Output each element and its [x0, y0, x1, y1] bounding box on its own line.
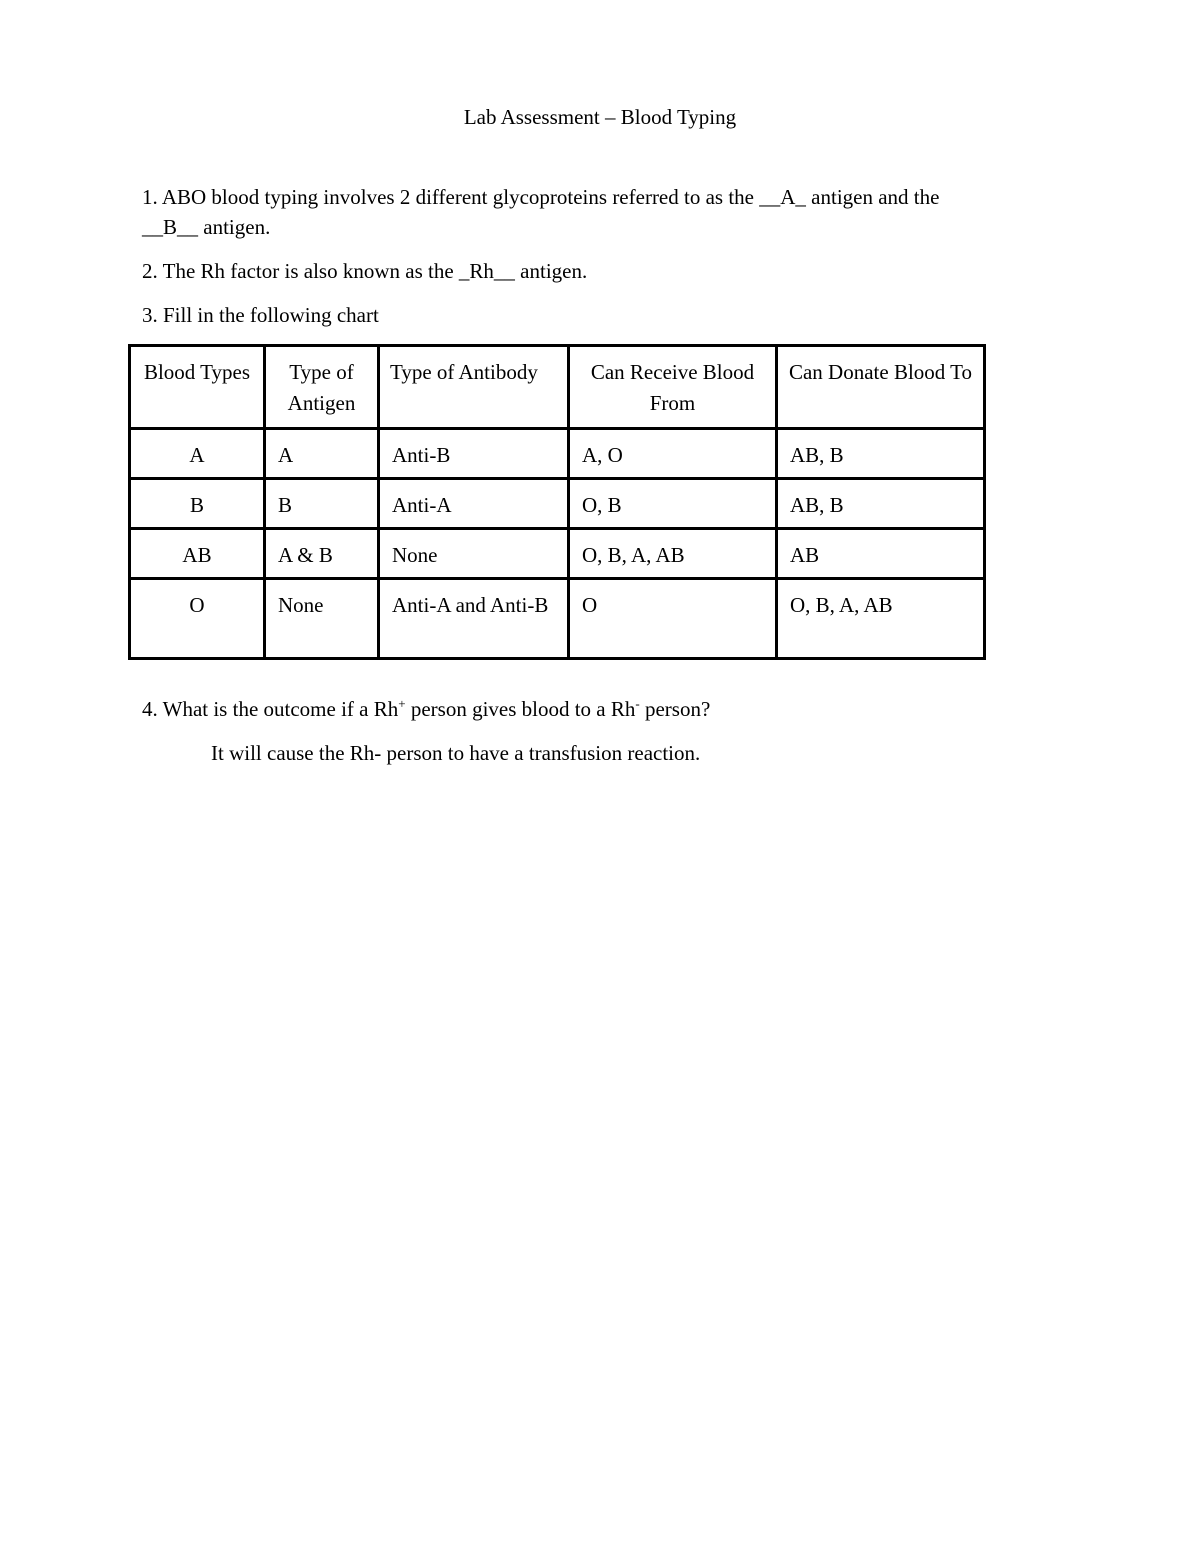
cell-donate-to: AB, B: [777, 479, 985, 529]
cell-donate-to: O, B, A, AB: [777, 579, 985, 659]
question-4-text-b: person gives blood to a Rh: [405, 697, 636, 721]
question-1-text-a: ABO blood typing involves 2 different glycoproteins referred to as the: [161, 185, 760, 209]
header-type-of-antibody: Type of Antibody: [379, 346, 569, 429]
table-header-row: [130, 346, 985, 429]
cell-antibody: None: [379, 529, 569, 579]
cell-donate-to: AB: [777, 529, 985, 579]
cell-antibody: Anti-A: [379, 479, 569, 529]
cell-receive-from: O: [569, 579, 777, 659]
question-3-number: 3.: [142, 303, 158, 327]
header-type-of-antigen: Type of Antigen: [265, 346, 379, 429]
rh-positive-superscript: +: [398, 696, 406, 711]
cell-donate-to: AB, B: [777, 429, 985, 479]
cell-antibody: Anti-B: [379, 429, 569, 479]
table-row: [130, 529, 985, 579]
rh-negative-superscript: -: [635, 696, 640, 711]
cell-receive-from: O, B: [569, 479, 777, 529]
header-blood-types: Blood Types: [130, 346, 265, 429]
question-4-text-a: What is the outcome if a Rh: [162, 697, 399, 721]
cell-blood-type: AB: [130, 529, 265, 579]
question-1-answer-a: __A_: [759, 185, 806, 209]
question-3: [142, 300, 379, 330]
cell-blood-type: A: [130, 429, 265, 479]
question-2-text-b: antigen.: [514, 259, 588, 283]
cell-receive-from: O, B, A, AB: [569, 529, 777, 579]
cell-antigen: None: [265, 579, 379, 659]
question-1: [142, 182, 1062, 242]
question-1-text-c: antigen.: [198, 215, 271, 239]
question-2-number: 2.: [142, 259, 158, 283]
question-2: [142, 256, 587, 286]
question-4-answer: It will cause the Rh- person to have a transfusion reaction.: [211, 741, 701, 765]
question-2-text-a: The Rh factor is also known as the: [162, 259, 459, 283]
question-4-number: 4.: [142, 697, 158, 721]
cell-antigen: B: [265, 479, 379, 529]
document-title: Lab Assessment – Blood Typing: [463, 105, 737, 129]
question-1-answer-b: __B__: [142, 215, 199, 239]
question-4: [142, 694, 710, 724]
question-1-text-b: antigen and the: [805, 185, 940, 209]
question-3-text: Fill in the following chart: [163, 303, 379, 327]
header-can-donate-to: Can Donate Blood To: [777, 346, 985, 429]
cell-antigen: A & B: [265, 529, 379, 579]
question-2-answer: _Rh__: [458, 259, 515, 283]
table-row: [130, 479, 985, 529]
cell-receive-from: A, O: [569, 429, 777, 479]
question-4-text-c: person?: [639, 697, 711, 721]
table-row: [130, 579, 985, 659]
cell-blood-type: B: [130, 479, 265, 529]
cell-blood-type: O: [130, 579, 265, 659]
table-row: [130, 429, 985, 479]
blood-type-chart: [128, 344, 986, 660]
cell-antigen: A: [265, 429, 379, 479]
header-can-receive-from: Can Receive Blood From: [569, 346, 777, 429]
question-1-number: 1.: [142, 185, 158, 209]
cell-antibody: Anti-A and Anti-B: [379, 579, 569, 659]
